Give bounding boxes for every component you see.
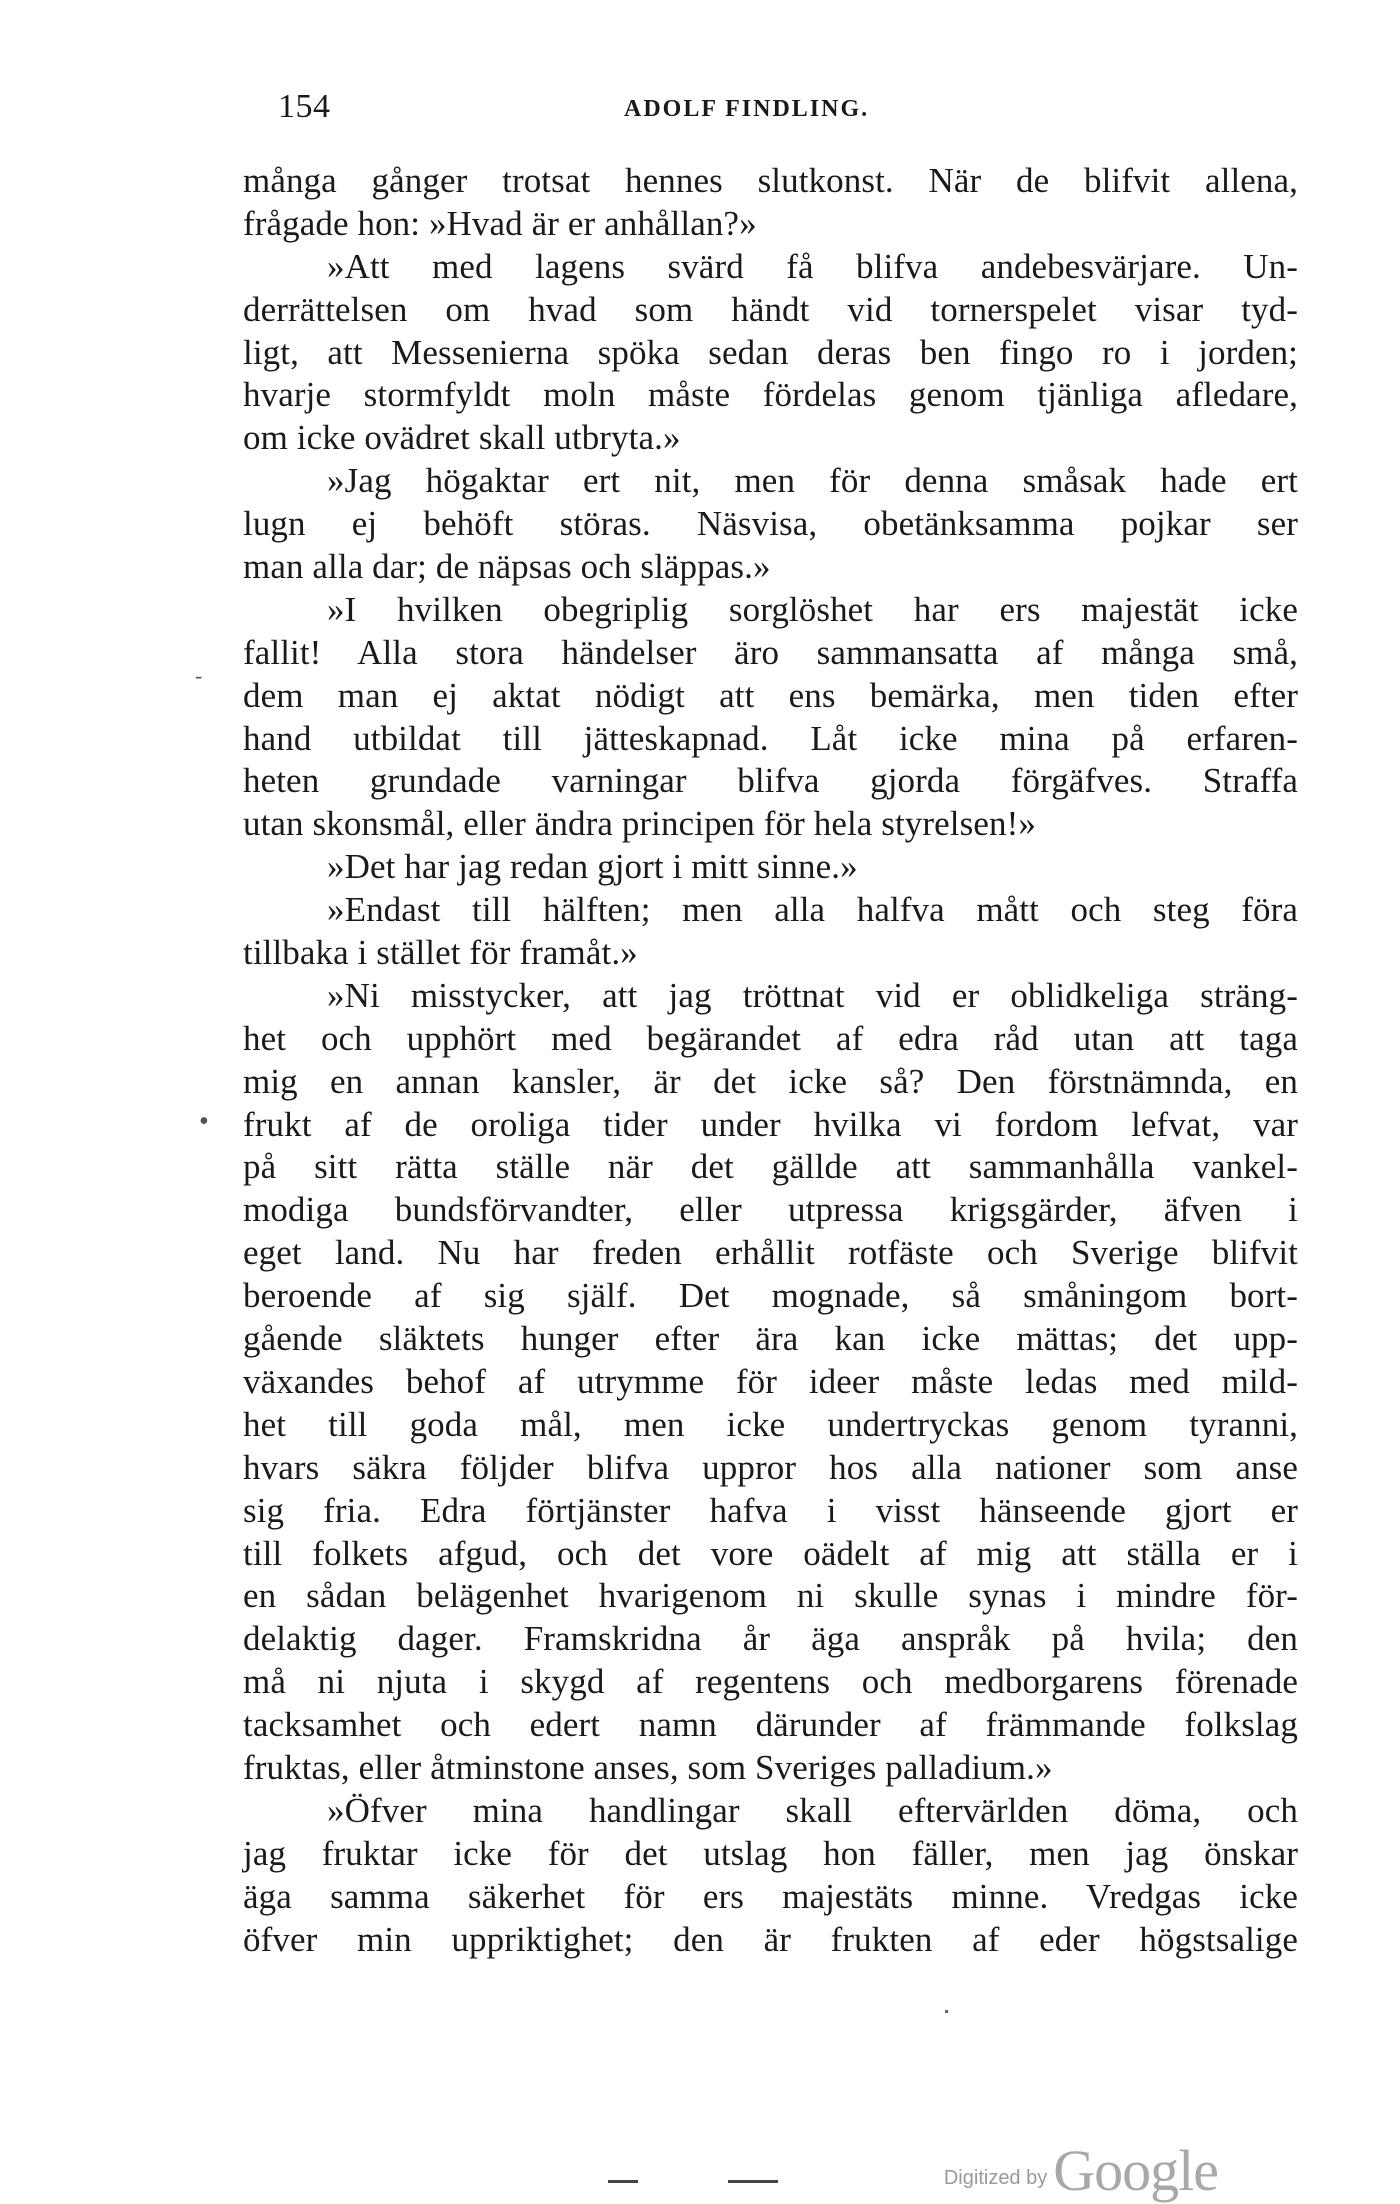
text-line: heten grundade varningar blifva gjorda förgäfves. Straffa [243, 761, 1298, 801]
text-line: het och upphört med begärandet af edra råd utan att taga [243, 1018, 1298, 1058]
page-number: 154 [278, 88, 331, 125]
margin-dot-mark: • [199, 1106, 209, 1137]
scan-smudge [728, 2180, 778, 2183]
text-line: »Öfver mina handlingar skall eftervärlden döma, och [327, 1790, 1298, 1830]
text-line: dem man ej aktat nödigt att ens bemärka, men tiden efter [243, 675, 1298, 715]
text-line: »Endast till hälften; men alla halfva mått och steg föra [327, 890, 1298, 930]
text-line: tillbaka i stället för framåt.» [243, 933, 638, 973]
text-line: sig fria. Edra förtjänster hafva i visst hänseende gjort er [243, 1490, 1298, 1530]
text-line: fruktas, eller åtminstone anses, som Sveriges palladium.» [243, 1747, 1053, 1787]
ink-speck [945, 2010, 948, 2013]
google-logo: Google [1053, 2138, 1218, 2203]
text-line: växandes behof af utrymme för ideer måste ledas med mild- [243, 1361, 1298, 1401]
text-line: på sitt rätta ställe när det gällde att sammanhålla vankel- [243, 1147, 1298, 1187]
text-line: het till goda mål, men icke undertryckas genom tyranni, [243, 1404, 1298, 1444]
text-line: öfver min uppriktighet; den är frukten af eder högstsalige [243, 1919, 1298, 1959]
body-text [243, 160, 1298, 1961]
text-line: »Jag högaktar ert nit, men för denna småsak hade ert [327, 461, 1298, 501]
text-line: gående släktets hunger efter ära kan icke mättas; det upp- [243, 1319, 1298, 1359]
text-line: hvars säkra följder blifva uppror hos alla nationer som anse [243, 1447, 1298, 1487]
text-line: derrättelsen om hvad som händt vid tornerspelet visar tyd- [243, 289, 1298, 329]
text-line: en sådan belägenhet hvarigenom ni skulle synas i mindre för- [243, 1576, 1298, 1616]
text-line: till folkets afgud, och det vore oädelt af mig att ställa er i [243, 1533, 1298, 1573]
text-line: frukt af de oroliga tider under hvilka vi fordom lefvat, var [243, 1104, 1298, 1144]
text-line: må ni njuta i skygd af regentens och medborgarens förenade [243, 1662, 1298, 1702]
text-line: lugn ej behöft störas. Näsvisa, obetänksamma pojkar ser [243, 504, 1298, 544]
text-line: »Det har jag redan gjort i mitt sinne.» [327, 847, 858, 887]
text-line: ligt, att Messenierna spöka sedan deras ben fingo ro i jorden; [243, 332, 1298, 372]
text-line: frågade hon: »Hvad är er anhållan?» [243, 203, 757, 243]
text-line: mig en annan kansler, är det icke så? Den förstnämnda, en [243, 1061, 1298, 1101]
text-line: »I hvilken obegriplig sorglöshet har ers majestät icke [327, 589, 1298, 629]
text-line: eget land. Nu har freden erhållit rotfäste och Sverige blifvit [243, 1233, 1298, 1273]
scan-smudge [608, 2180, 638, 2183]
text-line: utan skonsmål, eller ändra principen för hela styrelsen!» [243, 804, 1036, 844]
text-line: fallit! Alla stora händelser äro sammansatta af många små, [243, 632, 1298, 672]
text-line: tacksamhet och edert namn därunder af främmande folkslag [243, 1705, 1298, 1745]
running-head: ADOLF FINDLING. [624, 96, 870, 122]
text-line: beroende af sig själf. Det mognade, så småningom bort- [243, 1276, 1298, 1316]
google-watermark [944, 2137, 1218, 2204]
text-line: om icke ovädret skall utbryta.» [243, 418, 681, 458]
text-line: »Att med lagens svärd få blifva andebesvärjare. Un- [327, 246, 1298, 286]
text-line: hand utbildat till jätteskapnad. Låt icke mina på erfaren- [243, 718, 1298, 758]
digitized-by-label: Digitized by [943, 2167, 1048, 2189]
text-line: jag fruktar icke för det utslag hon fäller, men jag önskar [243, 1833, 1298, 1873]
text-line: modiga bundsförvandter, eller utpressa krigsgärder, äfven i [243, 1190, 1298, 1230]
text-line: »Ni misstycker, att jag tröttnat vid er oblidkeliga sträng- [327, 975, 1298, 1015]
page-header [278, 88, 918, 134]
text-line: man alla dar; de näpsas och släppas.» [243, 547, 771, 587]
text-line: äga samma säkerhet för ers majestäts minne. Vredgas icke [243, 1876, 1298, 1916]
text-line: hvarje stormfyldt moln måste fördelas genom tjänliga afledare, [243, 375, 1298, 415]
text-line: delaktig dager. Framskridna år äga anspråk på hvila; den [243, 1619, 1298, 1659]
margin-dash-mark: - [195, 663, 203, 688]
text-line: många gånger trotsat hennes slutkonst. När de blifvit allena, [243, 161, 1298, 200]
